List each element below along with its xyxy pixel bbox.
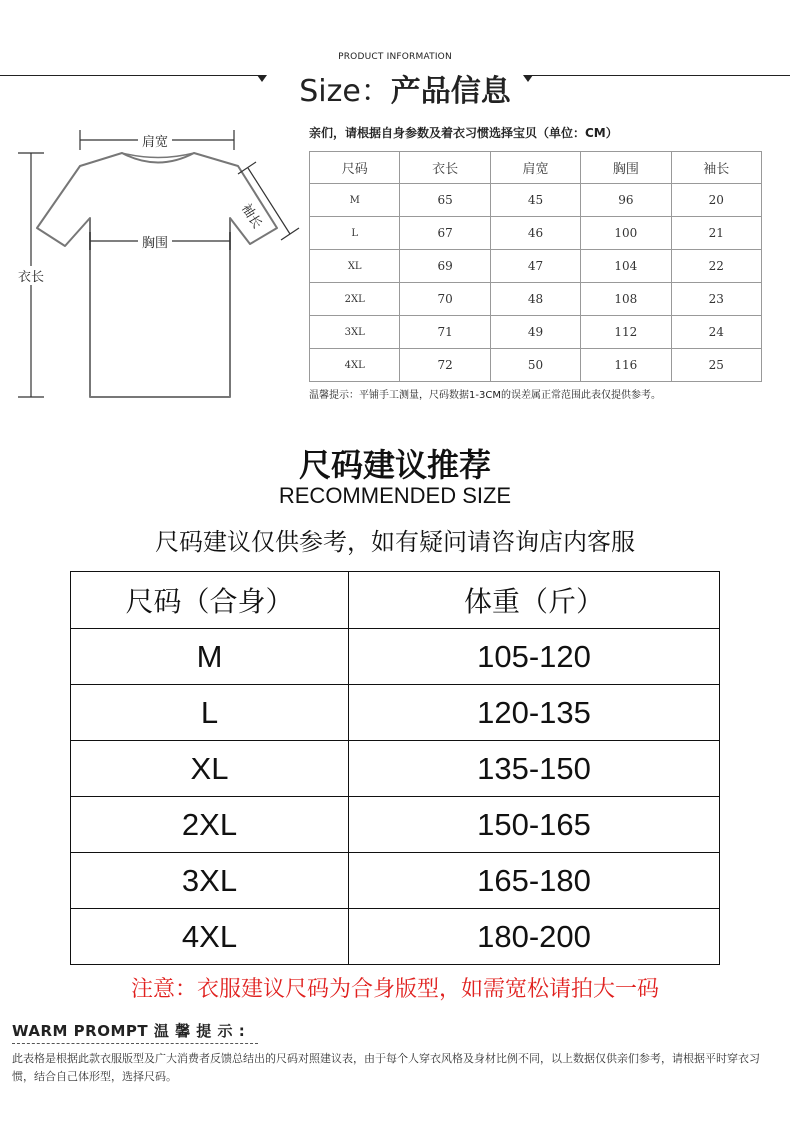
table-cell: 104: [581, 250, 671, 283]
table-row: [310, 349, 762, 382]
table-cell: 165-180: [349, 853, 720, 909]
table-cell: 70: [400, 283, 490, 316]
header-rule-left: [0, 75, 264, 76]
header-size: 尺码: [310, 152, 400, 184]
table-cell: 100: [581, 217, 671, 250]
size-label: Size：: [299, 74, 391, 109]
table-cell: 21: [671, 217, 761, 250]
table-row: [310, 184, 762, 217]
table-row: [310, 250, 762, 283]
header-weight: 体重（斤）: [349, 572, 720, 629]
table-cell: 67: [400, 217, 490, 250]
table-cell: 46: [490, 217, 580, 250]
header-fit-size: 尺码（合身）: [71, 572, 349, 629]
recommend-subtitle: RECOMMENDED SIZE: [278, 483, 512, 508]
table-cell: 4XL: [71, 909, 349, 965]
measure-footnote: 温馨提示：平铺手工测量，尺码数据1-3CM的误差属正常范围此表仅提供参考。: [309, 390, 661, 401]
table-cell: 72: [400, 349, 490, 382]
table-cell: L: [310, 217, 400, 250]
table-cell: 65: [400, 184, 490, 217]
chest-label: 胸围: [138, 232, 172, 251]
table-cell: 24: [671, 316, 761, 349]
table-cell: 108: [581, 283, 671, 316]
product-information-label: PRODUCT INFORMATION: [338, 52, 452, 62]
table-cell: 23: [671, 283, 761, 316]
header-arrow-left-icon: [257, 75, 267, 82]
recommend-table: [70, 571, 720, 965]
table-cell: 50: [490, 349, 580, 382]
header-rule-right: [526, 75, 790, 76]
header-arrow-right-icon: [523, 75, 533, 82]
header-sleeve: 袖长: [671, 152, 761, 184]
table-row: [71, 909, 720, 965]
table-row: [310, 217, 762, 250]
table-cell: M: [310, 184, 400, 217]
table-cell: 3XL: [310, 316, 400, 349]
table-cell: 25: [671, 349, 761, 382]
warm-prompt-divider: [12, 1043, 258, 1044]
warm-prompt-title: WARM PROMPT 温 馨 提 示 :: [12, 1022, 246, 1040]
page-title: [290, 66, 520, 110]
recommend-note: 尺码建议仅供参考，如有疑问请咨询店内客服: [155, 528, 635, 556]
table-cell: 3XL: [71, 853, 349, 909]
tshirt-diagram: [0, 120, 305, 410]
table-cell: 48: [490, 283, 580, 316]
measure-header-row: [310, 152, 762, 184]
table-cell: L: [71, 685, 349, 741]
measure-note: 亲们，请根据自身参数及着衣习惯选择宝贝（单位：CM）: [309, 126, 618, 140]
header-shoulder: 肩宽: [490, 152, 580, 184]
table-cell: 47: [490, 250, 580, 283]
table-cell: 120-135: [349, 685, 720, 741]
table-cell: 22: [671, 250, 761, 283]
sleeve-label: 袖长: [236, 196, 270, 235]
table-cell: 150-165: [349, 797, 720, 853]
table-cell: 96: [581, 184, 671, 217]
table-cell: M: [71, 629, 349, 685]
table-row: [310, 283, 762, 316]
table-cell: 112: [581, 316, 671, 349]
size-title-text: 产品信息: [390, 74, 511, 109]
table-row: [71, 853, 720, 909]
table-cell: 2XL: [310, 283, 400, 316]
shoulder-label: 肩宽: [138, 131, 172, 150]
table-cell: 105-120: [349, 629, 720, 685]
table-row: [71, 797, 720, 853]
table-cell: 2XL: [71, 797, 349, 853]
table-cell: 45: [490, 184, 580, 217]
table-cell: 71: [400, 316, 490, 349]
table-cell: XL: [71, 741, 349, 797]
table-cell: XL: [310, 250, 400, 283]
table-cell: 4XL: [310, 349, 400, 382]
table-cell: 180-200: [349, 909, 720, 965]
table-cell: 20: [671, 184, 761, 217]
table-cell: 69: [400, 250, 490, 283]
recommend-title: 尺码建议推荐: [298, 446, 491, 484]
recommend-header-row: [71, 572, 720, 629]
table-cell: 49: [490, 316, 580, 349]
table-cell: 135-150: [349, 741, 720, 797]
warm-prompt-text: 此表格是根据此款衣服版型及广大消费者反馈总结出的尺码对照建议表，由于每个人穿衣风格及身材比例不同，以上数据仅供亲们参考，请根据平时穿衣习惯，结合自己体形型，选择尺码。: [12, 1052, 760, 1083]
table-row: [71, 685, 720, 741]
table-row: [310, 316, 762, 349]
header-chest: 胸围: [581, 152, 671, 184]
fit-warning: 注意：衣服建议尺码为合身版型，如需宽松请拍大一码: [130, 977, 659, 1002]
header-length: 衣长: [400, 152, 490, 184]
tshirt-outline-icon: [37, 153, 277, 397]
measure-table: [309, 151, 762, 382]
table-cell: 116: [581, 349, 671, 382]
table-row: [71, 741, 720, 797]
length-label: 衣长: [14, 266, 48, 285]
table-row: [71, 629, 720, 685]
